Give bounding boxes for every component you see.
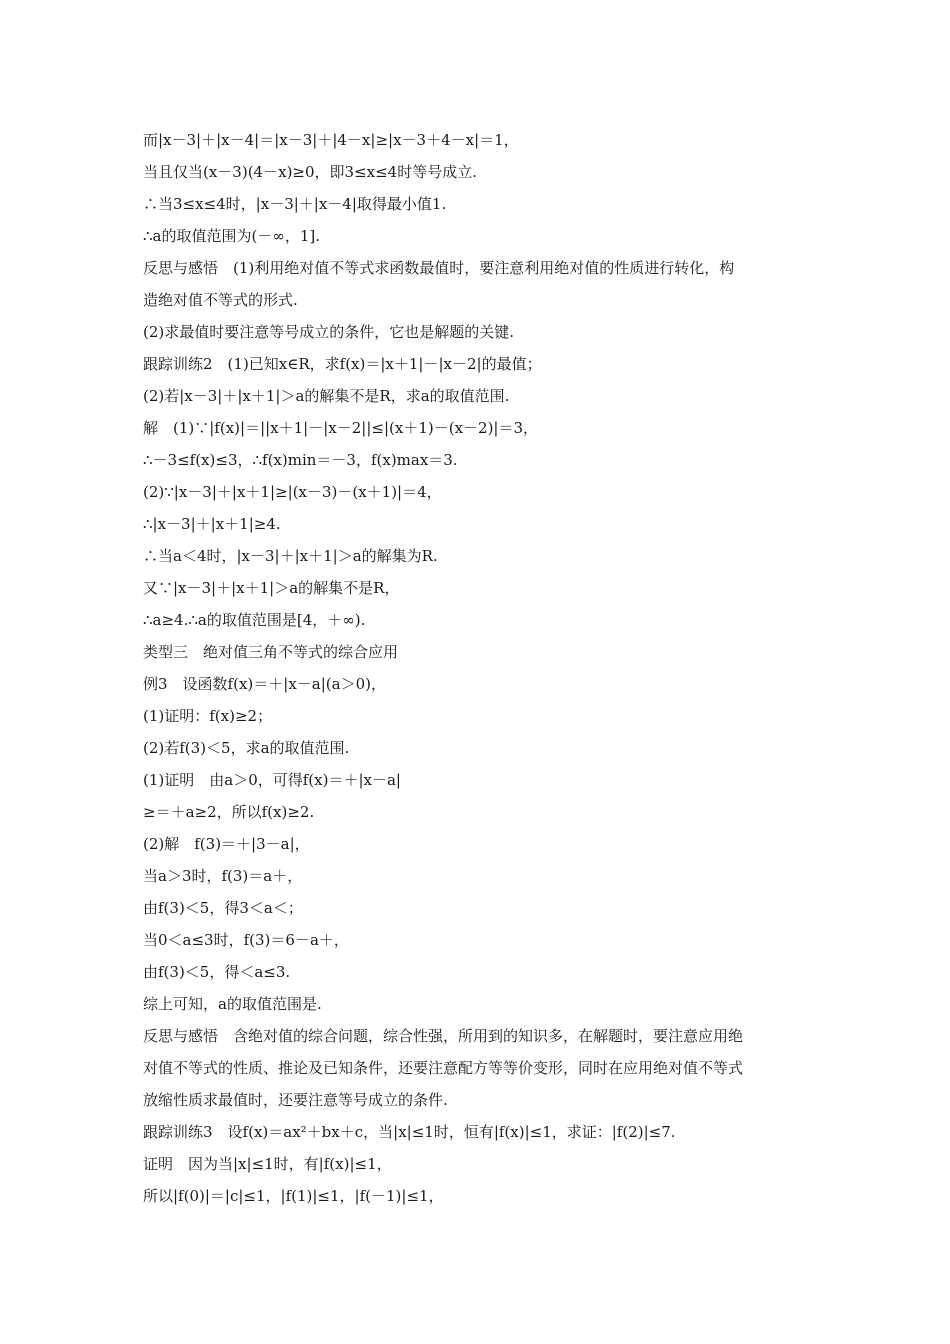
text-line: 又∵|x－3|＋|x＋1|＞a的解集不是R，: [143, 579, 400, 597]
text-line: 跟踪训练3 设f(x)＝ax²＋bx＋c，当|x|≤1时，恒有|f(x)|≤1，求证：|f(2)|≤7.: [143, 1123, 676, 1141]
text-line: ∴|x－3|＋|x＋1|≥4.: [143, 515, 281, 533]
text-line: (1)证明：f(x)≥2；: [143, 707, 273, 725]
text-line: ∴当a＜4时，|x－3|＋|x＋1|＞a的解集为R.: [143, 547, 438, 565]
text-line: 例3 设函数f(x)＝＋|x－a|(a＞0)，: [143, 675, 386, 693]
text-line: 当a＞3时，f(3)＝a＋，: [143, 867, 303, 885]
text-line: 反思与感悟 含绝对值的综合问题，综合性强，所用到的知识多，在解题时，要注意应用绝: [143, 1027, 744, 1045]
text-line: 跟踪训练2 (1)已知x∈R，求f(x)＝|x＋1|－|x－2|的最值；: [143, 355, 542, 373]
text-line: (2)∵|x－3|＋|x＋1|≥|(x－3)－(x＋1)|＝4，: [143, 483, 442, 501]
text-line: 反思与感悟 (1)利用绝对值不等式求函数最值时，要注意利用绝对值的性质进行转化，构: [143, 259, 735, 277]
text-line: 放缩性质求最值时，还要注意等号成立的条件.: [143, 1091, 448, 1109]
text-line: (2)解 f(3)＝＋|3－a|，: [143, 835, 310, 853]
text-line: ∴－3≤f(x)≤3，∴f(x)min＝－3，f(x)max＝3.: [143, 451, 458, 469]
text-line: 由f(3)＜5，得3＜a＜；: [143, 899, 303, 917]
text-body: [143, 124, 813, 1212]
text-line: ≥＝＋a≥2，所以f(x)≥2.: [143, 803, 315, 821]
text-line: 由f(3)＜5，得＜a≤3.: [143, 963, 291, 981]
text-line: 当0＜a≤3时，f(3)＝6－a＋，: [143, 931, 349, 949]
text-line: 当且仅当(x－3)(4－x)≥0，即3≤x≤4时等号成立.: [143, 163, 477, 181]
text-line: 解 (1)∵|f(x)|＝||x＋1|－|x－2||≤|(x＋1)－(x－2)|＝3，: [143, 419, 539, 437]
section-heading: 类型三 绝对值三角不等式的综合应用: [143, 643, 399, 661]
text-line: 证明 因为当|x|≤1时，有|f(x)|≤1，: [143, 1155, 392, 1173]
text-line: 综上可知，a的取值范围是.: [143, 995, 322, 1013]
text-line: (1)证明 由a＞0，可得f(x)＝＋|x－a|: [143, 771, 401, 789]
text-line: (2)若|x－3|＋|x＋1|＞a的解集不是R，求a的取值范围.: [143, 387, 510, 405]
text-line: (2)若f(3)＜5，求a的取值范围.: [143, 739, 350, 757]
text-line: ∴a的取值范围为(－∞，1].: [143, 227, 320, 245]
text-line: 而|x－3|＋|x－4|＝|x－3|＋|4－x|≥|x－3＋4－x|＝1，: [143, 131, 519, 149]
text-line: 所以|f(0)|＝|c|≤1，|f(1)|≤1，|f(－1)|≤1，: [143, 1187, 444, 1205]
text-line: (2)求最值时要注意等号成立的条件，它也是解题的关键.: [143, 323, 515, 341]
text-line: 对值不等式的性质、推论及已知条件，还要注意配方等等价变形，同时在应用绝对值不等式: [143, 1059, 744, 1077]
text-line: ∴当3≤x≤4时，|x－3|＋|x－4|取得最小值1.: [143, 195, 447, 213]
text-line: ∴a≥4.∴a的取值范围是[4，＋∞).: [143, 611, 366, 629]
text-line: 造绝对值不等式的形式.: [143, 291, 298, 309]
